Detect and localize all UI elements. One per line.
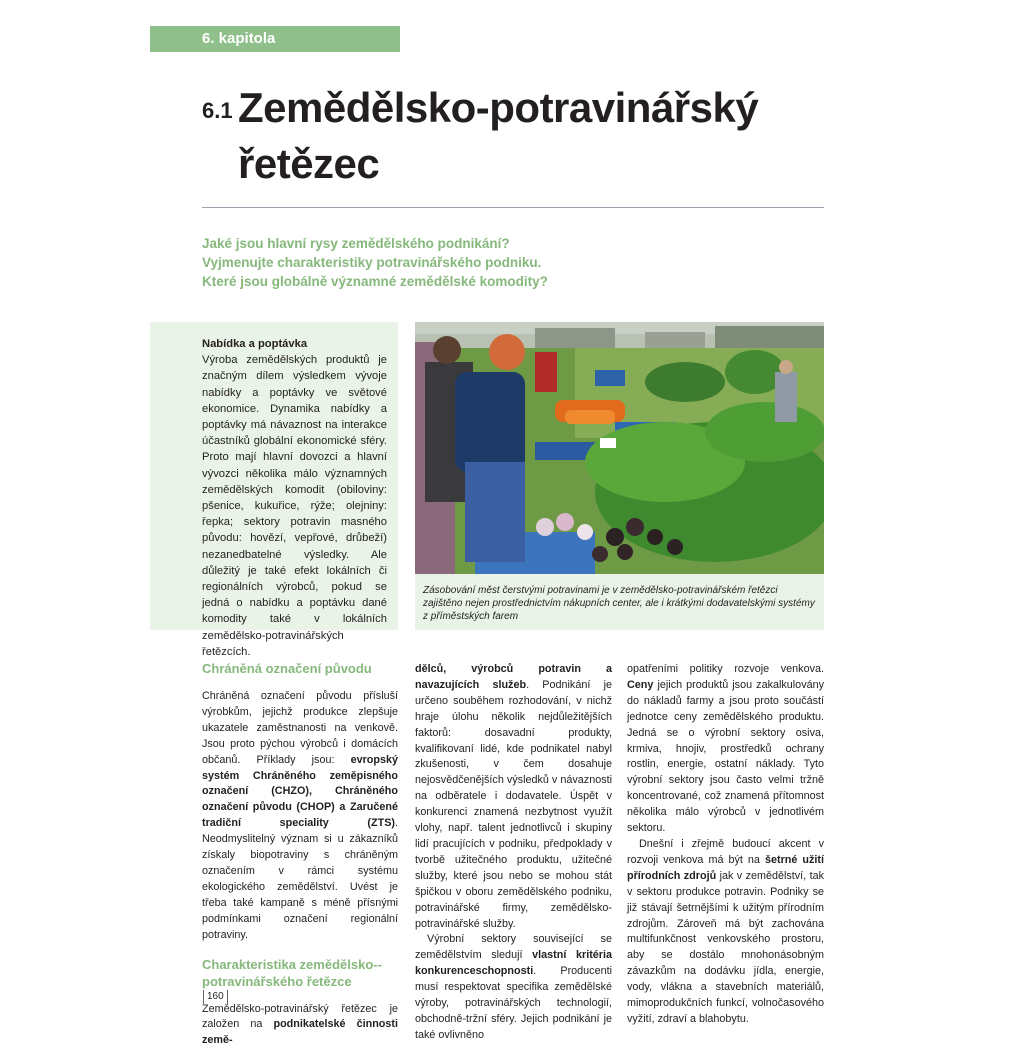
paragraph-prices: opatřeními politiky rozvoje venkova. Ceny jejich produktů jsou zakalkulovány do nákladů farmy a jsou proto součástí jednotce ceny zemědělského produktu. Jedná se o výrobní sektory osiva, krmiva, hnojiv, prostředků ochrany rostlin, energie, ostatní náklady. Tyto výrobní sektory jsou často velmi tržně koncentrované, což znamená přítomnost několika málo výrobců v jednotlivém sektoru. xyxy=(627,662,824,837)
question-1: Jaké jsou hlavní rysy zemědělského podnikání? xyxy=(202,234,822,253)
sidebar-heading: Nabídka a poptávka xyxy=(202,336,387,352)
paragraph-natural-resources: Dnešní i zřejmě budoucí akcent v rozvoji venkova má být na šetrné užití přírodních zdrojů jak v zemědělství, tak v sektoru produkce potravin. Podniky se již stávají šetrnějšími k užitým přírodním zdrojům. Zároveň má být zachována multifunkčnost venkovského prostoru, aby se dostálo mnohonásobným závazkům na dodávku jídla, energie, vody, vlákna a stavebních materiálů, mimoprodukčních funkcí, volnočasového vyžití, zdraví a blahobytu. xyxy=(627,837,824,1028)
paragraph-competitiveness: Výrobní sektory související se zemědělstvím sledují vlastní kritéria konkurenceschopnosti. Producenti musí respektovat specifika zemědělské výroby, potravinářských technologií, obchodně-tržní sféry. Jejich podnikání je také ovlivněno xyxy=(415,932,612,1043)
paragraph-chain-intro: Zemědělsko-potravinářský řetězec je založen na podnikatelské činnosti země- xyxy=(202,1002,398,1049)
section-heading-chain-characteristics: Charakteristika zemědělsko--potravinářského řetězce xyxy=(202,956,398,990)
review-questions xyxy=(202,234,822,291)
section-number: 6.1 xyxy=(202,98,233,124)
chapter-tab: 6. kapitola xyxy=(150,26,400,52)
question-2: Vyjmenujte charakteristiky potravinářského podniku. xyxy=(202,253,822,272)
sidebar-content xyxy=(202,336,387,660)
title-divider xyxy=(202,207,824,208)
paragraph-business-activity: dělců, výrobců potravin a navazujících služeb. Podnikání je určeno souběhem rozhodování, v nichž hraje úlohu několik nejdůležitějších faktorů: dosavadní produkty, kvalifikovaní lidé, kde podnikatel nabyl zkušenosti, v čem dosahuje nejosvědčenějších výsledků v návaznosti na odběratele i dodavatele. Úspět v konkurenci znamená nezbytnost využít vlohy, např. talent jednotlivců i skupiny lidí pracujících v podniku, předpoklady v tvorbě užitečného produktu, užitečné služby, které jsou nebo se mohou stát špičkou v oboru zemědělského podniku, potravinářské firmy, zemědělsko-potravinářské služby. xyxy=(415,662,612,932)
column-1 xyxy=(202,660,398,1049)
question-3: Které jsou globálně významné zemědělské komodity? xyxy=(202,272,822,291)
market-photo-illustration xyxy=(415,322,824,574)
photo-caption: Zásobování měst čerstvými potravinami je v zemědělsko-potravinářském řetězci zajištěno nejen prostřednictvím nákupních center, ale i krátkými dodavatelskými systémy z příměstských farem xyxy=(415,574,824,630)
title-line-1: Zemědělsko-potravinářský xyxy=(238,80,838,136)
page-number: 160 xyxy=(203,990,228,1004)
sidebar-box xyxy=(150,322,398,630)
column-2 xyxy=(415,662,612,1044)
page-title xyxy=(238,80,838,192)
paragraph-protected-origin: Chráněná označení původu přísluší výrobkům, jejichž produkce zlepšuje ukazatele zaměstnanosti na venkově. Jsou proto pýchou výrobců i domácích občanů. Příklady jsou: evropský systém Chráněného zeměpisného označení (CHZO), Chráněného označení původu (CHOP) a Zaručené tradiční speciality (ZTS). Neodmyslitelný význam si u zákazníků získaly biopotraviny s chráněným označením v rámci systému ekologického zemědělství. Uvést je třeba také kampaně s méně přísnými podmínkami označení regionální potraviny. xyxy=(202,689,398,944)
title-line-2: řetězec xyxy=(238,136,838,192)
section-heading-protected-origin: Chráněná označení původu xyxy=(202,660,398,677)
sidebar-body: Výroba zemědělských produktů je značným dílem výsledkem vývoje nabídky a poptávky ve světové ekonomice. Dynamika nabídky a poptávky má návaznost na interakce účastníků globální ekonomické sféry. Proto mají hlavní dovozci a hlavní vývozci několika málo významných zemědělských komodit (obiloviny: pšenice, kukuřice, rýže; olejniny: řepka; sektory potravin masného původu: hovězí, vepřové, drůbeží) nezanedbatelné výsledky. Ale důležitý je také efekt lokálních či regionálních výrobců, pokud se jedná o nabídku a poptávku dané komodity také v lokálních zemědělsko-potravinářských řetězcích. xyxy=(202,352,387,660)
market-photo xyxy=(415,322,824,574)
column-3 xyxy=(627,662,824,1028)
